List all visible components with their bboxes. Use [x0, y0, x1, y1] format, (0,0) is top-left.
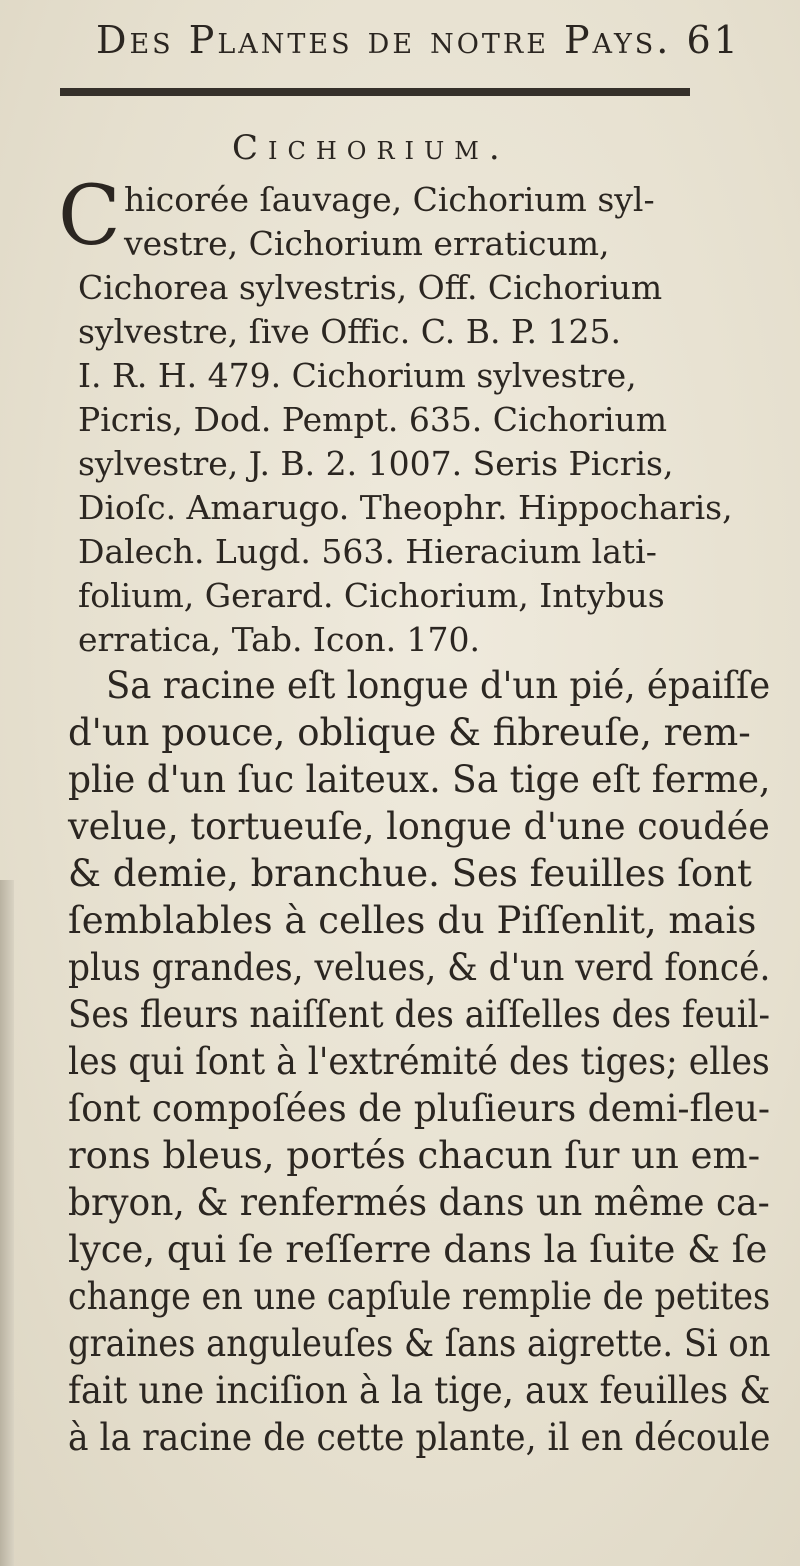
body-line: Sa racine eſt longue d'un pié, épaiſſe [106, 664, 771, 707]
synonymy-line: vestre, Cichorium erraticum, [124, 224, 610, 263]
body-line: les qui ſont à l'extrémité des tiges; elles [68, 1040, 770, 1083]
header-rule [60, 88, 690, 96]
body-line: plie d'un ſuc laiteux. Sa tige eſt ferme, [68, 758, 771, 801]
body-line: velue, tortueuſe, longue d'une coudée [68, 805, 770, 848]
synonymy-line: Cichorea sylvestris, Off. Cichorium [78, 268, 663, 307]
page-gutter-shadow [0, 880, 14, 1566]
synonymy-line: Dalech. Lugd. 563. Hieracium lati- [78, 532, 657, 571]
synonymy-line: hicorée ſauvage, Cichorium syl- [124, 180, 655, 219]
body-line: ſemblables à celles du Piſſenlit, mais [68, 899, 757, 942]
synonymy-line: sylvestre, ſive Offic. C. B. P. 125. [78, 312, 621, 351]
synonymy-line: Dioſc. Amarugo. Theophr. Hippocharis, [78, 488, 733, 527]
body-line: bryon, & renfermés dans un même ca- [68, 1181, 770, 1224]
synonymy-line: sylvestre, J. B. 2. 1007. Seris Picris, [78, 444, 674, 483]
synonymy-line: Picris, Dod. Pempt. 635. Cichorium [78, 400, 668, 439]
section-title: Cichorium. [232, 128, 510, 168]
body-line: Ses fleurs naiſſent des aiſſelles des feuil- [68, 993, 771, 1036]
body-line: & demie, branchue. Ses feuilles ſont [68, 852, 752, 895]
drop-capital: C [58, 169, 121, 264]
body-line: ſont compoſées de pluſieurs demi-fleu- [68, 1087, 771, 1130]
body-line: d'un pouce, oblique & fibreuſe, rem- [68, 711, 751, 754]
body-line: fait une inciſion à la tige, aux feuilles & [68, 1369, 771, 1412]
body-line: à la racine de cette plante, il en découle [68, 1416, 771, 1459]
synonymy-line: erratica, Tab. Icon. 170. [78, 620, 481, 659]
body-line: lyce, qui ſe reſſerre dans la ſuite & ſe [68, 1228, 768, 1271]
running-head: Des Plantes de notre Pays. 61 [96, 18, 741, 62]
synonymy-line: I. R. H. 479. Cichorium sylvestre, [78, 356, 637, 395]
body-line: rons bleus, portés chacun ſur un em- [68, 1134, 761, 1177]
body-line: graines anguleuſes & ſans aigrette. Si on [68, 1322, 771, 1365]
body-line: change en une capſule remplie de petites [68, 1275, 771, 1318]
synonymy-line: folium, Gerard. Cichorium, Intybus [78, 576, 665, 615]
body-line: plus grandes, velues, & d'un verd foncé. [68, 946, 771, 989]
